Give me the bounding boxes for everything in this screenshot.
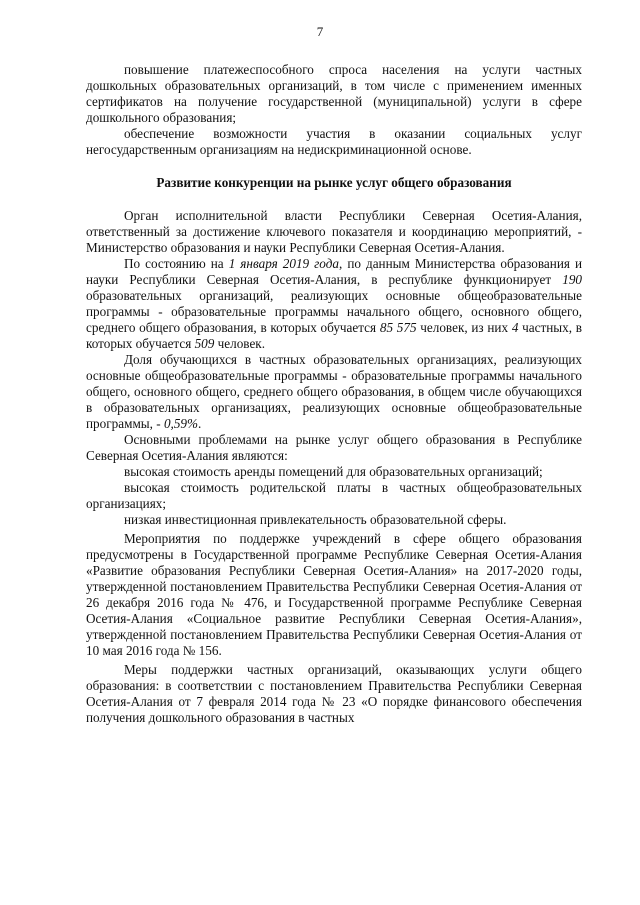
- text-segment: .: [198, 416, 202, 431]
- text-segment: Доля обучающихся в частных образовательных организациях, реализующих основные общеобразовательные программы - образовательные программы начального общего, основного общего, среднего общего образования, в общем числе обучающихся в образовательных организациях, реализующих основные общеобразовательные программы, -: [86, 352, 582, 431]
- paragraph-share: [86, 352, 582, 432]
- text-segment: человек, из них: [416, 320, 512, 335]
- text-segment: По состоянию на: [124, 256, 229, 271]
- paragraph-statistics: [86, 256, 582, 352]
- paragraph-intro-2: обеспечение возможности участия в оказании социальных услуг негосударственным организациям на недискриминационной основе.: [86, 126, 582, 157]
- text-segment: человек.: [214, 336, 266, 351]
- section-heading: Развитие конкуренции на рынке услуг общего образования: [156, 175, 512, 190]
- paragraph-problems-intro: Основными проблемами на рынке услуг общего образования в Республике Северная Осетия-Алания являются:: [86, 432, 582, 463]
- text-segment: частных, в которых обучается: [86, 320, 583, 351]
- organizations-count: 190: [562, 272, 582, 287]
- page-number: 7: [316, 24, 324, 39]
- paragraph-responsible-body: Орган исполнительной власти Республики Северная Осетия-Алания, ответственный за достижение ключевого показателя и координацию мероприятий, - Министерство образования и науки Республики Северная Осетия-Алания.: [86, 208, 582, 255]
- text-segment: образовательных организаций, реализующих основные общеобразовательные программы - образовательные программы начального общего, основного общего, среднего общего образования, в которых обучается: [86, 288, 582, 335]
- document-body: [86, 62, 582, 726]
- paragraph-support-programs: Мероприятия по поддержке учреждений в сфере общего образования предусмотрены в Государственной программе Республике Северная Осетия-Алания «Развитие образования Республики Северная Осетия-Алания» на 2017-2020 годы, утвержденной постановлением Правительства Республики Северная Осетия-Алания от 26 декабря 2016 года № 476, и Государственной программе Республике Северная Осетия-Алания «Социальное развитие Республики Северная Осетия-Алания», утвержденной постановлением Правительства Республики Северная Осетия-Алания от 10 мая 2016 года № 156.: [86, 531, 582, 658]
- share-percent: 0,59%: [163, 416, 199, 431]
- paragraph-problem-3: низкая инвестиционная привлекательность образовательной сферы.: [124, 512, 507, 527]
- text-segment: , по данным Министерства образования и науки Республики Северная Осетия-Алания, в республике функционирует: [86, 256, 583, 287]
- paragraph-problem-1: высокая стоимость аренды помещений для образовательных организаций;: [124, 464, 543, 479]
- paragraph-intro-1: повышение платежеспособного спроса населения на услуги частных дошкольных образовательных организаций, в том числе с применением именных сертификатов на получение государственной (муниципальной) услуги в сфере дошкольного образования;: [86, 62, 582, 125]
- paragraph-support-measures: Меры поддержки частных организаций, оказывающих услуги общего образования: в соответствии с постановлением Правительства Республики Северная Осетия-Алания от 7 февраля 2014 года № 23 «О порядке финансового обеспечения получения дошкольного образования в частных: [86, 662, 582, 725]
- paragraph-problem-2: высокая стоимость родительской платы в частных общеобразовательных организациях;: [86, 480, 582, 511]
- private-students-count: 509: [194, 336, 215, 351]
- students-count: 85 575: [379, 320, 417, 335]
- private-count: 4: [511, 320, 519, 335]
- date-value: 1 января 2019 года: [228, 256, 339, 271]
